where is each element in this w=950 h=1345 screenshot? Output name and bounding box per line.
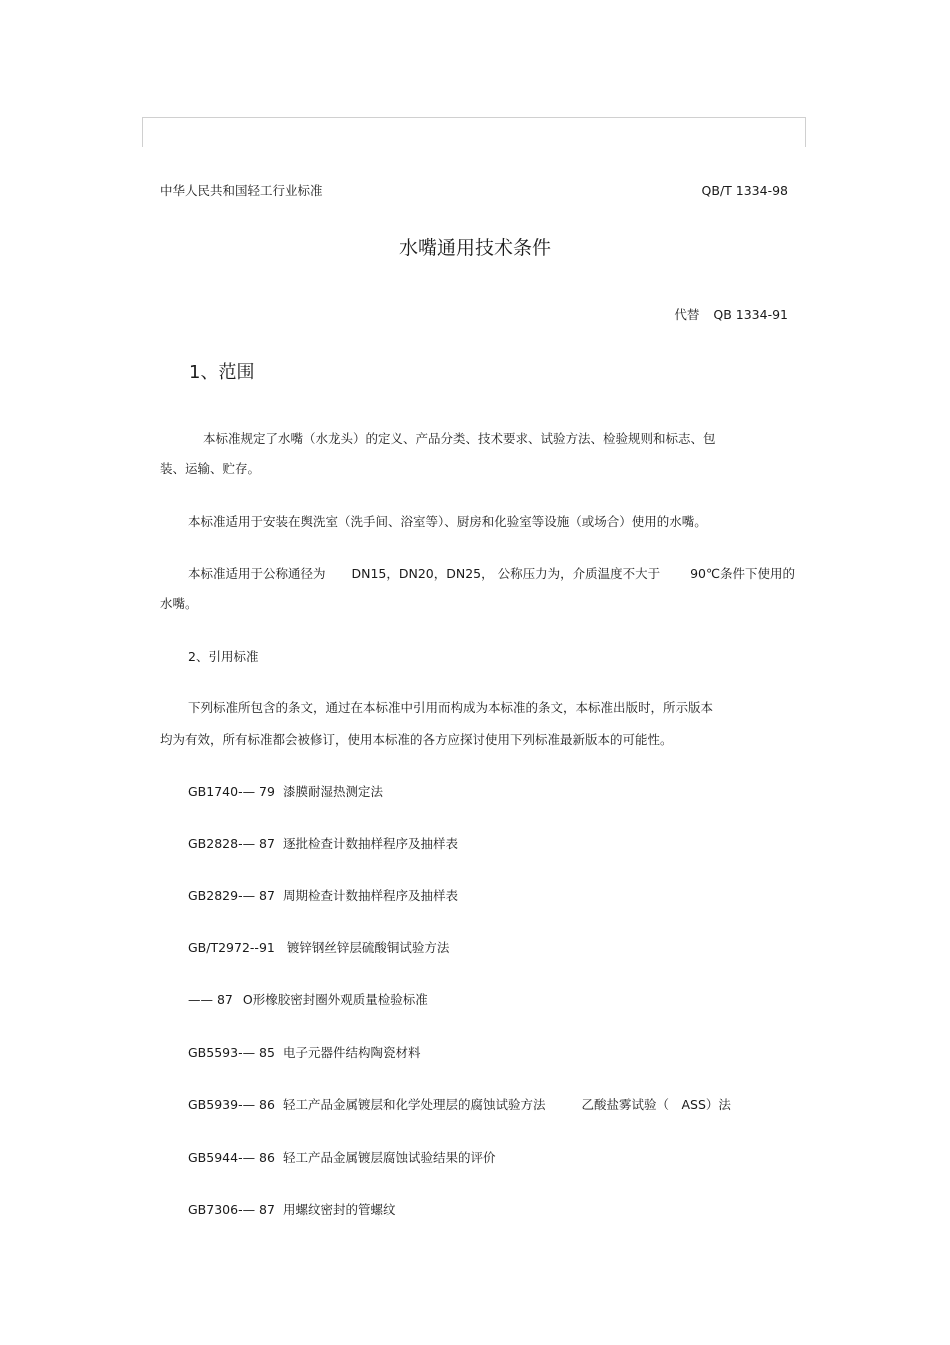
temperature-value: 90℃条件下使用的 (690, 566, 796, 581)
scope-paragraph-line-2: 装、运输、贮存。 (160, 461, 261, 476)
replaced-code: QB 1334-91 (713, 307, 788, 322)
reference-title: 轻工产品金属镀层腐蚀试验结果的评价 (282, 1150, 496, 1165)
section-1-heading: 1、范围 (189, 362, 255, 383)
reference-item (188, 1097, 731, 1113)
reference-code: GB1740-— 79 (188, 784, 275, 799)
reference-title: 周期检查计数抽样程序及抽样表 (282, 888, 458, 903)
document-title: 水嘴通用技术条件 (398, 237, 551, 259)
reference-code: GB5939-— 86 (188, 1097, 275, 1112)
references-intro-line-2: 均为有效，所有标准都会被修订，使用本标准的各方应探讨使用下列标准最新版本的可能性。 (160, 732, 673, 747)
reference-code: GB5593-— 85 (188, 1045, 275, 1060)
nominal-diameter-values: DN15，DN20，DN25， (351, 566, 494, 581)
reference-code: GB5944-— 86 (188, 1150, 275, 1165)
replaces-note (674, 307, 788, 323)
reference-extra: 乙酸盐雾试验（ ASS）法 (581, 1097, 731, 1112)
reference-item (188, 992, 428, 1008)
reference-title: 逐批检查计数抽样程序及抽样表 (282, 836, 458, 851)
reference-item (188, 784, 383, 800)
reference-code: GB2829-— 87 (188, 888, 275, 903)
nominal-diameter-text-b: 公称压力为，介质温度不大于 (497, 566, 661, 581)
standard-code: QB/T 1334-98 (701, 183, 788, 198)
reference-title: 轻工产品金属镀层和化学处理层的腐蚀试验方法 (282, 1097, 546, 1112)
nominal-diameter-paragraph-line-2: 水嘴。 (160, 596, 198, 611)
applicability-paragraph: 本标准适用于安装在舆洗室（洗手间、浴室等）、厨房和化验室等设施（或场合）使用的水嘴。 (188, 514, 707, 529)
reference-title: 镀锌钢丝锌层硫酸铜试验方法 (286, 940, 450, 955)
nominal-diameter-paragraph (188, 566, 795, 582)
reference-title: 电子元器件结构陶瓷材料 (282, 1045, 421, 1060)
reference-item (188, 836, 458, 852)
reference-code: —— 87 (188, 992, 233, 1007)
scope-paragraph-line-1: 本标准规定了水嘴（水龙头）的定义、产品分类、技术要求、试验方法、检验规则和标志、包 (203, 431, 716, 446)
replaces-label: 代替 (674, 307, 700, 322)
reference-item (188, 1150, 495, 1166)
reference-code: GB2828-— 87 (188, 836, 275, 851)
reference-item (188, 1202, 395, 1218)
issuing-organization: 中华人民共和国轻工行业标准 (160, 183, 323, 198)
reference-code: GB7306-— 87 (188, 1202, 275, 1217)
references-intro-line-1: 下列标准所包含的条文，通过在本标准中引用而构成为本标准的条文，本标准出版时，所示版本 (188, 700, 714, 715)
header-rule-box (142, 117, 806, 147)
reference-item (188, 1045, 420, 1061)
reference-code: GB/T2972--91 (188, 940, 275, 955)
reference-title: 用螺纹密封的管螺纹 (282, 1202, 396, 1217)
reference-item (188, 888, 458, 904)
reference-title: 漆膜耐湿热测定法 (282, 784, 383, 799)
nominal-diameter-text-a: 本标准适用于公称通径为 (188, 566, 326, 581)
section-2-heading: 2、引用标准 (188, 649, 259, 664)
reference-title: O形橡胶密封圈外观质量检验标准 (242, 992, 428, 1007)
reference-item (188, 940, 449, 956)
